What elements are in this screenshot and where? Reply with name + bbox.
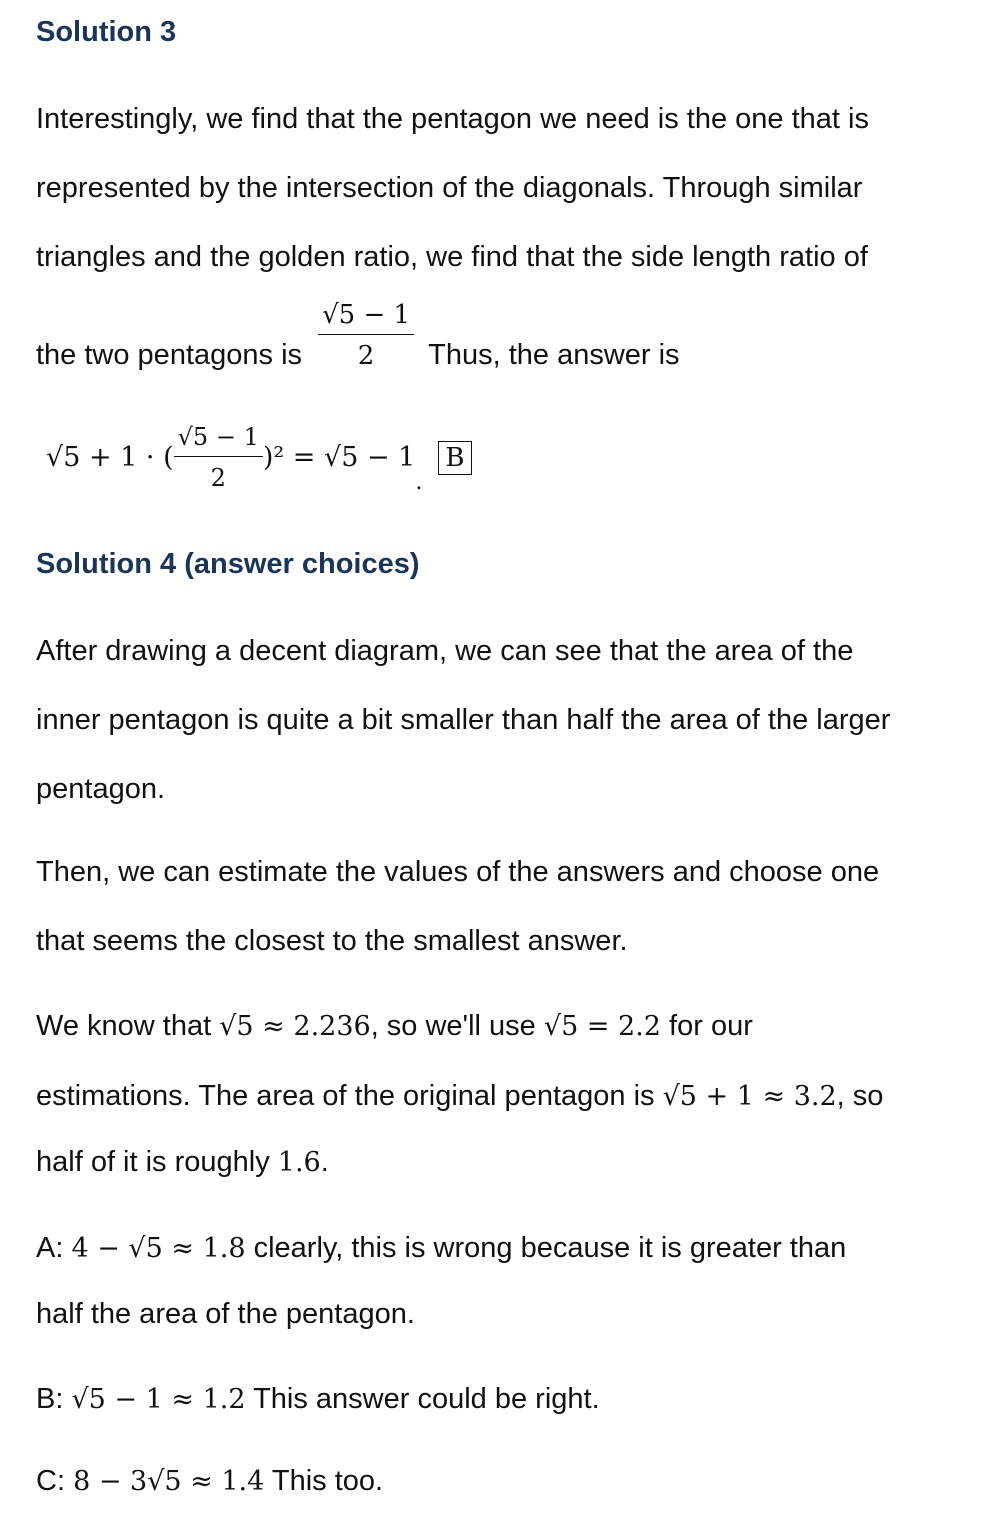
solution-3-ratio-line bbox=[36, 300, 680, 375]
option-b-line bbox=[36, 1381, 600, 1418]
option-a-label: A: bbox=[36, 1232, 72, 1264]
option-a-line: half the area of the pentagon. bbox=[36, 1298, 415, 1330]
equation-fraction bbox=[174, 420, 263, 495]
answer-box: B bbox=[438, 441, 471, 475]
estimate-text: We know that bbox=[36, 1010, 220, 1042]
estimate-text: for our bbox=[660, 1010, 753, 1042]
equation-fraction-denominator: 2 bbox=[210, 464, 226, 492]
solution-4-text-line: inner pentagon is quite a bit smaller than half the area of the larger bbox=[36, 704, 891, 736]
estimate-math: √5 = 2.2 bbox=[543, 1011, 661, 1042]
equation-left: √5 + 1 · ( bbox=[46, 442, 174, 473]
solution-4-text-line: that seems the closest to the smallest answer. bbox=[36, 925, 628, 957]
estimate-math: √5 ≈ 2.236 bbox=[219, 1011, 371, 1042]
solution-3-text-line: represented by the intersection of the diagonals. Through similar bbox=[36, 172, 863, 204]
solution-3-text-line: Interestingly, we find that the pentagon we need is the one that is bbox=[36, 103, 869, 135]
equation-fraction-numerator: √5 − 1 bbox=[174, 420, 263, 457]
option-b-label: B: bbox=[36, 1383, 72, 1415]
estimate-math: 1.6 bbox=[277, 1147, 321, 1178]
solution-4-text-line: pentagon. bbox=[36, 773, 166, 805]
solution-3-heading: Solution 3 bbox=[36, 16, 177, 48]
option-a-line bbox=[36, 1230, 846, 1267]
solution-4-text-line: After drawing a decent diagram, we can see that the area of the bbox=[36, 635, 854, 667]
estimate-line bbox=[36, 1008, 753, 1045]
option-a-math: 4 − √5 ≈ 1.8 bbox=[71, 1233, 246, 1264]
ratio-fraction bbox=[318, 298, 414, 373]
estimate-line bbox=[36, 1144, 329, 1181]
estimate-text: . bbox=[320, 1146, 329, 1178]
estimate-text: , so we'll use bbox=[370, 1010, 544, 1042]
option-b-math: √5 − 1 ≈ 1.2 bbox=[71, 1384, 246, 1415]
estimate-text: estimations. The area of the original pentagon is bbox=[36, 1080, 663, 1112]
estimate-line bbox=[36, 1078, 883, 1115]
option-c-text: This too. bbox=[264, 1465, 384, 1497]
option-c-label: C: bbox=[36, 1465, 74, 1497]
estimate-math: √5 + 1 ≈ 3.2 bbox=[662, 1081, 837, 1112]
solution-4-heading: Solution 4 (answer choices) bbox=[36, 548, 420, 580]
option-a-text: clearly, this is wrong because it is greater than bbox=[245, 1232, 847, 1264]
solution-3-text: Thus, the answer is bbox=[428, 339, 680, 371]
ratio-denominator: 2 bbox=[357, 341, 375, 371]
ratio-numerator: √5 − 1 bbox=[318, 298, 414, 335]
solution-4-text-line: Then, we can estimate the values of the answers and choose one bbox=[36, 856, 880, 888]
estimate-text: , so bbox=[836, 1080, 884, 1112]
option-c-math: 8 − 3√5 ≈ 1.4 bbox=[73, 1466, 265, 1497]
solution-3-text: the two pentagons is bbox=[36, 339, 303, 371]
estimate-text: half of it is roughly bbox=[36, 1146, 278, 1178]
option-b-text: This answer could be right. bbox=[245, 1383, 600, 1415]
solution-3-text-line: triangles and the golden ratio, we find that the side length ratio of bbox=[36, 241, 868, 273]
solution-3-equation bbox=[46, 420, 472, 495]
equation-right: )² = √5 − 1 bbox=[262, 442, 416, 473]
option-c-line bbox=[36, 1463, 383, 1500]
equation-period: . bbox=[415, 470, 423, 495]
